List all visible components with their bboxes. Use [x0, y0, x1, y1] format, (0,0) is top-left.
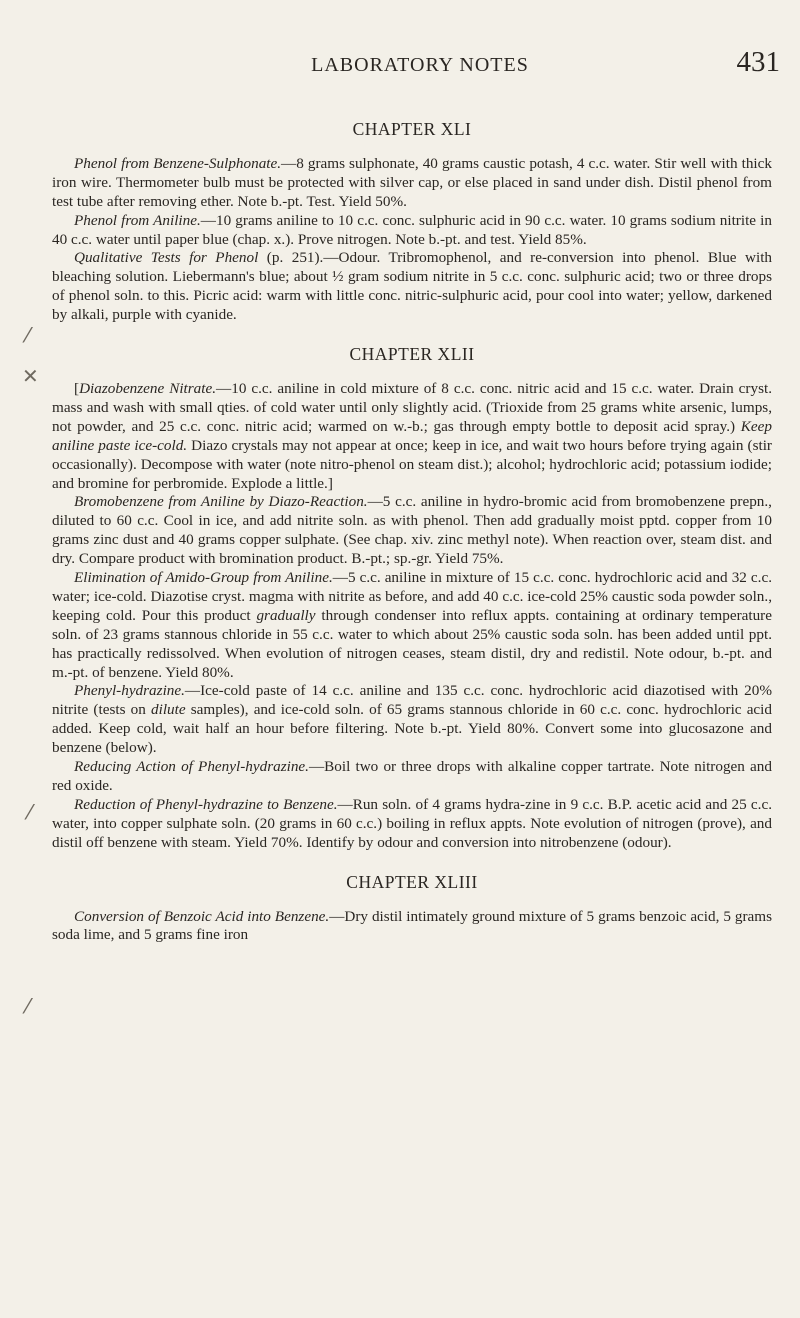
paragraph-tail: through condenser into reflux appts. containing at ordinary temperature soln. of 23 grams stannous chloride in 55 c.c. water to which about 25% caustic soda soln. has been added until ppt. has practically redissolved. When evolution of nitrogen ceases, steam distil, dry and redistil. Note odour, b.-pt. and m.-pt. of benzene. Yield 80%.: [52, 606, 772, 681]
paragraph-body: —8 grams sulphonate, 40 grams caustic potash, 4 c.c. water. Stir well with thick iron wire. Thermometer bulb must be protected with silver cap, or else placed in sand under dish. Distil phenol from test tube after removing ether. Note b.-pt. Test. Yield 50%.: [52, 154, 772, 210]
emphasis: dilute: [151, 701, 186, 719]
paragraph-title: Phenol from Aniline.: [74, 211, 201, 229]
pencil-tick-mark: ⁄: [26, 323, 30, 347]
paragraph-body: —Boil two or three drops with alkaline copper tartrate. Note nitrogen and red oxide.: [52, 758, 772, 794]
paragraph-title: Reducing Action of Phenyl-hydrazine.: [74, 758, 309, 776]
pencil-cross-mark: ✕: [22, 364, 39, 388]
paragraph: [52, 796, 772, 853]
paragraph: [52, 758, 772, 796]
paragraph-body: —10 grams aniline to 10 c.c. conc. sulphuric acid in 90 c.c. water. 10 grams sodium nitrite in 40 c.c. water until paper blue (chap. x.). Prove nitrogen. Note b.-pt. and test. Yield 85%.: [52, 211, 772, 248]
running-head: [60, 46, 780, 86]
paragraph: [52, 380, 772, 493]
paragraph-body: (p. 251).—Odour. Tribromophenol, and re-conversion into phenol. Blue with bleaching solution. Liebermann's blue; about ½ gram sodium nitrite in 5 c.c. conc. sulphuric acid; two or three drops of phenol soln. to this. Picric acid: warm with little conc. nitric-sulphuric acid, pour cool into water; yellow, darkened by alkali, purple with cyanide.: [52, 249, 773, 324]
emphasis: gradually: [256, 606, 316, 624]
paragraph-body: —5 c.c. aniline in hydro-bromic acid from bromobenzene prepn., diluted to 60 c.c. Cool in ice, and add nitrite soln. as with phenol. Then add gradually moist pptd. copper from 10 grams zinc dust and 40 grams copper sulphate. (See chap. xiv. zinc methyl note). When reaction over, steam dist. and dry. Compare product with bromination product. B.-pt.; sp.-gr. Yield 75%.: [52, 493, 772, 568]
chapter-heading: CHAPTER XLIII: [346, 871, 478, 892]
paragraph-body: —Run soln. of 4 grams hydra-zine in 9 c.c. B.P. acetic acid and 25 c.c. water, into copper sulphate soln. (20 grams in 60 c.c.) boiling in reflux appts. Note evolution of nitrogen (prove), and distil off benzene with steam. Yield 70%. Identify by odour and conversion into nitrobenzene (odour).: [52, 795, 772, 851]
pencil-tick-mark: ⁄: [28, 800, 32, 824]
paragraph-title: Qualitative Tests for Phenol: [74, 249, 259, 267]
paragraph-title: Phenol from Benzene-Sulphonate.: [74, 154, 282, 172]
paragraph-tail: Diazo crystals may not appear at once; keep in ice, and wait two hours before trying again (stir occasionally). Decompose with water (note nitro-phenol on steam dist.); alcohol; hydrochloric acid; potassium iodide; and bromine for perbromide. Explode a little.]: [52, 436, 772, 492]
paragraph-tail: samples), and ice-cold soln. of 65 grams stannous chloride in 60 c.c. conc. hydrochloric acid added. Keep cold, wait half an hour before filtering. Note b.-pt. Yield 80%. Convert some into glucosazone and benzene (below).: [52, 701, 772, 757]
paragraph: [52, 212, 772, 250]
body-text: [52, 120, 772, 945]
paragraph-title: Elimination of Amido-Group from Aniline.: [74, 569, 333, 587]
paragraph: [52, 249, 772, 325]
paragraph-title: Bromobenzene from Aniline by Diazo-Reaction.: [74, 493, 368, 511]
chapter-heading: CHAPTER XLI: [352, 119, 472, 139]
paragraph: [52, 155, 772, 212]
page-number: 431: [736, 46, 780, 78]
running-title: LABORATORY NOTES: [311, 54, 529, 76]
paragraph-title: Conversion of Benzoic Acid into Benzene.: [74, 907, 330, 925]
paragraph-body: —5 c.c. aniline in mixture of 15 c.c. conc. hydrochloric acid and 32 c.c. water; ice-cold. Diazotise cryst. magma with nitrite as before, and add 40 c.c. ice-cold 25% caustic soda powder soln., keeping cold. Pour this product: [52, 569, 773, 624]
paragraph-body: —Dry distil intimately ground mixture of 5 grams benzoic acid, 5 grams soda lime, and 5 grams fine iron: [52, 907, 773, 944]
paragraph: [52, 569, 772, 682]
paragraph-title: Phenyl-hydrazine.: [74, 682, 185, 700]
chapter-heading: CHAPTER XLII: [349, 344, 475, 365]
pencil-tick-mark: ⁄: [26, 994, 30, 1018]
paragraph-body: —Ice-cold paste of 14 c.c. aniline and 135 c.c. conc. hydrochloric acid diazotised with 20% nitrite (tests on: [52, 682, 772, 719]
paragraph: [52, 682, 772, 758]
paragraph-title: Reduction of Phenyl-hydrazine to Benzene.: [74, 795, 338, 813]
paragraph-body: —10 c.c. aniline in cold mixture of 8 c.c. conc. nitric acid and 15 c.c. water. Drain cryst. mass and wash with small qties. of cold water until only slightly acid. (Trioxide from 25 grams white arsenic, lumps, not powder, and 25 c.c. conc. nitric acid; warmed on w.-b.; gas through empty bottle to deposit acid spray.): [52, 379, 773, 435]
paragraph: [52, 908, 772, 946]
paragraph-title: Diazobenzene Nitrate.: [79, 379, 217, 397]
paragraph: [52, 493, 772, 569]
emphasis: Keep aniline paste ice-cold.: [52, 417, 772, 454]
bracket-open: [: [74, 379, 80, 397]
